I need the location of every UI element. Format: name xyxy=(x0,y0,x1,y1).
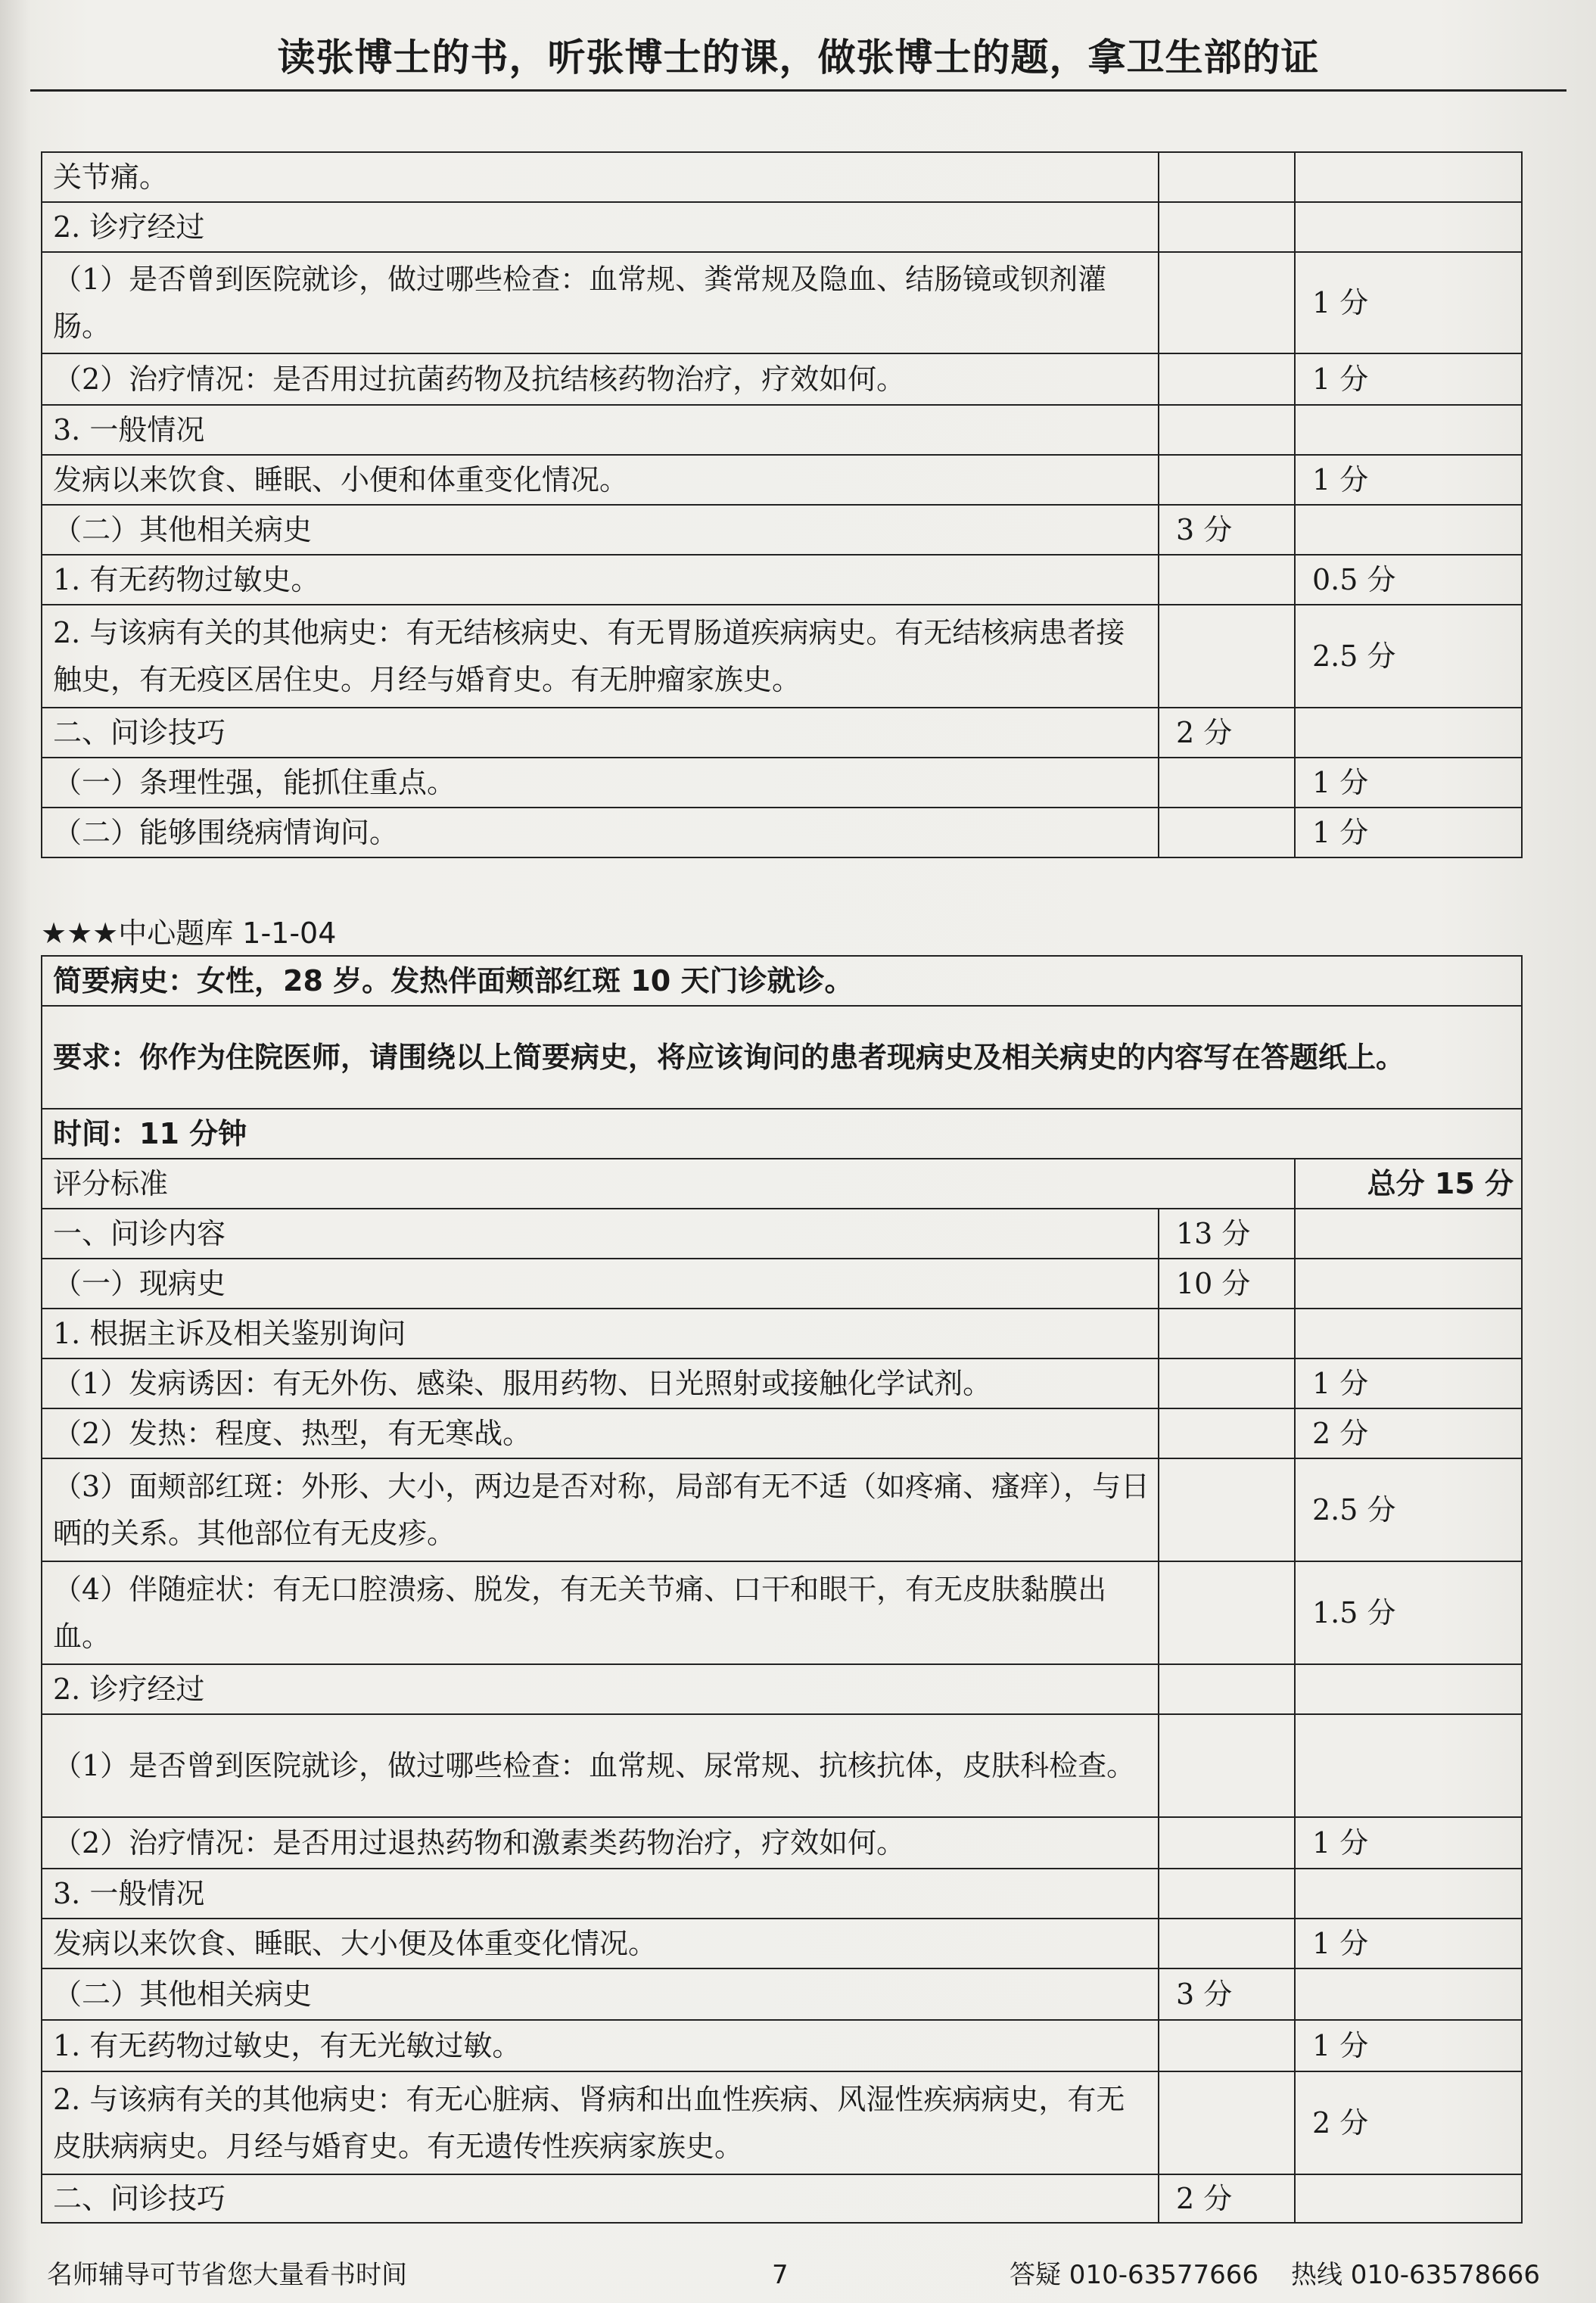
footer-slogan: 名师辅导可节省您大量看书时间 xyxy=(47,2260,407,2290)
hotline-phone: 热线 010-63578666 xyxy=(1291,2260,1541,2290)
table-row xyxy=(42,1408,1522,1458)
row-score: 3 分 xyxy=(1159,505,1295,555)
row-score xyxy=(1159,202,1295,252)
table-row xyxy=(42,808,1522,857)
row-text: （一）条理性强，能抓住重点。 xyxy=(42,758,1159,808)
row-score xyxy=(1159,605,1295,708)
row-text: 1. 有无药物过敏史，有无光敏过敏。 xyxy=(42,2020,1159,2071)
header-rule xyxy=(30,89,1566,92)
row-subscore xyxy=(1295,1209,1522,1259)
table-row xyxy=(42,455,1522,505)
row-text: （1）是否曾到医院就诊，做过哪些检查：血常规、尿常规、抗核抗体，皮肤科检查。 xyxy=(42,1714,1159,1817)
row-text: 2. 与该病有关的其他病史：有无心脏病、肾病和出血性疾病、风湿性疾病病史，有无皮肤病病史。月经与婚育史。有无遗传性疾病家族史。 xyxy=(42,2071,1159,2174)
table-row xyxy=(42,202,1522,252)
row-subscore: 2.5 分 xyxy=(1295,1458,1522,1561)
row-subscore xyxy=(1295,202,1522,252)
row-subscore: 1 分 xyxy=(1295,353,1522,405)
row-score xyxy=(1159,1664,1295,1714)
row-score xyxy=(1159,808,1295,857)
row-subscore xyxy=(1295,1869,1522,1919)
table-row xyxy=(42,252,1522,353)
row-subscore: 1 分 xyxy=(1295,758,1522,808)
row-text: （二）其他相关病史 xyxy=(42,1968,1159,2020)
row-text: 发病以来饮食、睡眠、小便和体重变化情况。 xyxy=(42,455,1159,505)
table-row xyxy=(42,1561,1522,1664)
row-subscore: 2 分 xyxy=(1295,1408,1522,1458)
row-subscore: 2.5 分 xyxy=(1295,605,1522,708)
row-text: 发病以来饮食、睡眠、大小便及体重变化情况。 xyxy=(42,1919,1159,1968)
row-text: 一、问诊内容 xyxy=(42,1209,1159,1259)
table-row xyxy=(42,1209,1522,1259)
row-score xyxy=(1159,1919,1295,1968)
row-text: 1. 有无药物过敏史。 xyxy=(42,555,1159,605)
row-subscore xyxy=(1295,405,1522,455)
row-text: 2. 诊疗经过 xyxy=(42,202,1159,252)
table-row xyxy=(42,1159,1522,1209)
row-subscore xyxy=(1295,152,1522,202)
row-score xyxy=(1159,758,1295,808)
table-row xyxy=(42,1869,1522,1919)
row-subscore xyxy=(1295,1664,1522,1714)
table-row xyxy=(42,1968,1522,2020)
table-row xyxy=(42,1458,1522,1561)
row-text: 3. 一般情况 xyxy=(42,1869,1159,1919)
row-text: （2）治疗情况：是否用过退热药物和激素类药物治疗，疗效如何。 xyxy=(42,1817,1159,1869)
row-subscore: 0.5 分 xyxy=(1295,555,1522,605)
row-score xyxy=(1159,455,1295,505)
row-text: 2. 与该病有关的其他病史：有无结核病史、有无胃肠道疾病病史。有无结核病患者接触史，有无疫区居住史。月经与婚育史。有无肿瘤家族史。 xyxy=(42,605,1159,708)
row-subscore xyxy=(1295,1714,1522,1817)
table-row xyxy=(42,505,1522,555)
page-number: 7 xyxy=(772,2260,789,2290)
row-text: 二、问诊技巧 xyxy=(42,2174,1159,2223)
row-subscore: 1 分 xyxy=(1295,455,1522,505)
row-score xyxy=(1159,252,1295,353)
row-text: （4）伴随症状：有无口腔溃疡、脱发，有无关节痛、口干和眼干，有无皮肤黏膜出血。 xyxy=(42,1561,1159,1664)
table-row xyxy=(42,1919,1522,1968)
row-text: 1. 根据主诉及相关鉴别询问 xyxy=(42,1309,1159,1358)
row-text: （1）发病诱因：有无外伤、感染、服用药物、日光照射或接触化学试剂。 xyxy=(42,1358,1159,1408)
table-row xyxy=(42,758,1522,808)
table-row xyxy=(42,2174,1522,2223)
row-subscore xyxy=(1295,708,1522,758)
table-row xyxy=(42,405,1522,455)
row-score xyxy=(1159,1408,1295,1458)
row-score: 2 分 xyxy=(1159,708,1295,758)
row-score xyxy=(1159,1309,1295,1358)
table-row xyxy=(42,152,1522,202)
table-row xyxy=(42,1664,1522,1714)
row-score xyxy=(1159,1714,1295,1817)
row-score xyxy=(1159,2071,1295,2174)
table-row xyxy=(42,555,1522,605)
row-score xyxy=(1159,555,1295,605)
row-subscore xyxy=(1295,1968,1522,2020)
row-text: 3. 一般情况 xyxy=(42,405,1159,455)
qa-phone: 答疑 010-63577666 xyxy=(1010,2260,1259,2290)
table-row xyxy=(42,605,1522,708)
table-row xyxy=(42,353,1522,405)
row-text: （二）其他相关病史 xyxy=(42,505,1159,555)
row-text: （1）是否曾到医院就诊，做过哪些检查：血常规、粪常规及隐血、结肠镜或钡剂灌肠。 xyxy=(42,252,1159,353)
table-row xyxy=(42,708,1522,758)
row-subscore: 1 分 xyxy=(1295,808,1522,857)
table-row xyxy=(42,2020,1522,2071)
row-score: 10 分 xyxy=(1159,1259,1295,1309)
page-header: 读张博士的书，听张博士的课，做张博士的题，拿卫生部的证 xyxy=(277,36,1320,79)
question-bank-title: ★★★中心题库 1-1-04 xyxy=(41,917,337,950)
requirement: 要求：你作为住院医师，请围绕以上简要病史，将应该询问的患者现病史及相关病史的内容写在答题纸上。 xyxy=(42,1006,1522,1109)
row-subscore: 1 分 xyxy=(1295,2020,1522,2071)
row-score xyxy=(1159,405,1295,455)
table-row xyxy=(42,1714,1522,1817)
row-text: （2）发热：程度、热型，有无寒战。 xyxy=(42,1408,1159,1458)
row-subscore xyxy=(1295,2174,1522,2223)
row-text: （一）现病史 xyxy=(42,1259,1159,1309)
table-row xyxy=(42,2071,1522,2174)
table-row xyxy=(42,1817,1522,1869)
row-score: 2 分 xyxy=(1159,2174,1295,2223)
table-row xyxy=(42,1309,1522,1358)
row-text: 关节痛。 xyxy=(42,152,1159,202)
row-score xyxy=(1159,1358,1295,1408)
row-score xyxy=(1159,353,1295,405)
row-score xyxy=(1159,2020,1295,2071)
row-score xyxy=(1159,1869,1295,1919)
row-subscore xyxy=(1295,505,1522,555)
brief-history: 简要病史：女性，28 岁。发热伴面颊部红斑 10 天门诊就诊。 xyxy=(42,956,1522,1006)
table-row xyxy=(42,1006,1522,1109)
row-score xyxy=(1159,1817,1295,1869)
criteria-label: 评分标准 xyxy=(42,1159,1295,1209)
row-subscore xyxy=(1295,1309,1522,1358)
row-text: （二）能够围绕病情询问。 xyxy=(42,808,1159,857)
row-text: （3）面颊部红斑：外形、大小，两边是否对称，局部有无不适（如疼痛、瘙痒），与日晒的关系。其他部位有无皮疹。 xyxy=(42,1458,1159,1561)
table-row xyxy=(42,1109,1522,1159)
row-score xyxy=(1159,1458,1295,1561)
row-score: 3 分 xyxy=(1159,1968,1295,2020)
row-subscore xyxy=(1295,1259,1522,1309)
total-score: 总分 15 分 xyxy=(1295,1159,1522,1209)
row-text: 二、问诊技巧 xyxy=(42,708,1159,758)
row-score xyxy=(1159,1561,1295,1664)
row-subscore: 1 分 xyxy=(1295,1358,1522,1408)
row-text: 2. 诊疗经过 xyxy=(42,1664,1159,1714)
row-score xyxy=(1159,152,1295,202)
row-score: 13 分 xyxy=(1159,1209,1295,1259)
row-subscore: 1 分 xyxy=(1295,252,1522,353)
row-subscore: 2 分 xyxy=(1295,2071,1522,2174)
table-row xyxy=(42,1259,1522,1309)
row-subscore: 1 分 xyxy=(1295,1817,1522,1869)
time-limit: 时间：11 分钟 xyxy=(42,1109,1522,1159)
row-subscore: 1 分 xyxy=(1295,1919,1522,1968)
scoring-table xyxy=(41,955,1523,2224)
scoring-table-continued xyxy=(41,151,1523,858)
table-row xyxy=(42,1358,1522,1408)
table-row xyxy=(42,956,1522,1006)
row-text: （2）治疗情况：是否用过抗菌药物及抗结核药物治疗，疗效如何。 xyxy=(42,353,1159,405)
row-subscore: 1.5 分 xyxy=(1295,1561,1522,1664)
